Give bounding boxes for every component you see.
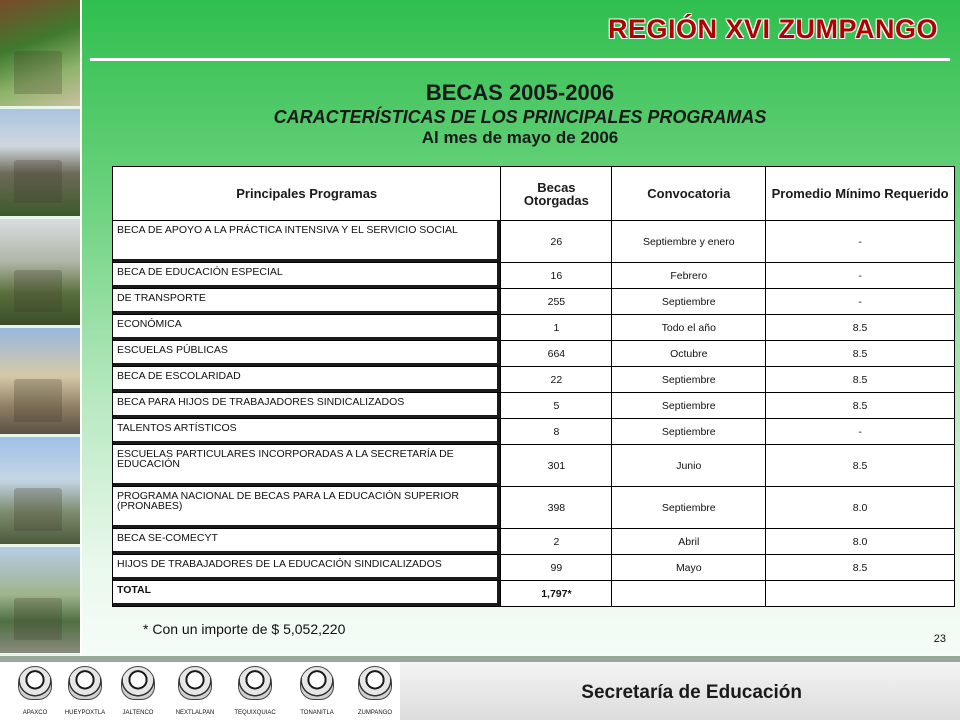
table-row: [113, 263, 955, 289]
promedio-cell: 8.0: [766, 487, 955, 529]
promedio-cell: 8.5: [766, 393, 955, 419]
convocatoria-cell: Septiembre: [612, 419, 766, 445]
table-header-row: [113, 167, 955, 221]
promedio-cell: -: [766, 221, 955, 263]
becas-cell: 99: [501, 555, 612, 581]
municipality-photo: [0, 219, 80, 328]
convocatoria-cell: Todo el año: [612, 315, 766, 341]
footnote: * Con un importe de $ 5,052,220: [143, 621, 346, 637]
programa-cell: BECA DE APOYO A LA PRÁCTICA INTENSIVA Y EL SERVICIO SOCIAL: [113, 221, 501, 263]
municipality-label: APAXCO: [22, 710, 48, 716]
promedio-cell: -: [766, 289, 955, 315]
convocatoria-cell: Junio: [612, 445, 766, 487]
becas-cell: 16: [501, 263, 612, 289]
col-header-promedio: Promedio Mínimo Requerido: [766, 167, 955, 221]
programa-cell: HIJOS DE TRABAJADORES DE LA EDUCACIÓN SINDICALIZADOS: [113, 555, 501, 581]
municipality-logo-icon: [358, 666, 392, 700]
municipality-logo-icon: [121, 666, 155, 700]
programa-cell: DE TRANSPORTE: [113, 289, 501, 315]
municipality-logo-icon: [238, 666, 272, 700]
photo-strip: [0, 0, 82, 656]
sub-heading: CARACTERÍSTICAS DE LOS PRINCIPALES PROGRAMAS: [273, 107, 767, 127]
programa-cell: BECA PARA HIJOS DE TRABAJADORES SINDICALIZADOS: [113, 393, 501, 419]
programa-cell: BECA DE EDUCACIÓN ESPECIAL: [113, 263, 501, 289]
programa-cell: BECA SE-COMECYT: [113, 529, 501, 555]
municipality-photo: [0, 547, 80, 656]
table-row: [113, 341, 955, 367]
municipality-photo: [0, 0, 80, 109]
table-row: [113, 221, 955, 263]
programa-cell: ESCUELAS PARTICULARES INCORPORADAS A LA SECRETARÍA DE EDUCACIÓN: [113, 445, 501, 487]
becas-cell: 301: [501, 445, 612, 487]
programa-cell: PROGRAMA NACIONAL DE BECAS PARA LA EDUCACIÓN SUPERIOR (PRONABES): [113, 487, 501, 529]
programa-cell: ESCUELAS PÚBLICAS: [113, 341, 501, 367]
table-row: [113, 367, 955, 393]
footer: [0, 656, 960, 720]
becas-cell: 5: [501, 393, 612, 419]
becas-cell: 8: [501, 419, 612, 445]
promedio-cell: 8.0: [766, 529, 955, 555]
col-header-programas: Principales Programas: [113, 167, 501, 221]
municipality-label: ZUMPANGO: [357, 710, 393, 716]
programa-cell: BECA DE ESCOLARIDAD: [113, 367, 501, 393]
region-title: REGIÓN XVI ZUMPANGO: [607, 14, 938, 44]
scholarships-table: [112, 166, 955, 605]
convocatoria-cell: Septiembre: [612, 367, 766, 393]
table-row: [113, 289, 955, 315]
municipality-logo-icon: [178, 666, 212, 700]
total-promedio: [766, 581, 955, 607]
becas-cell: 1: [501, 315, 612, 341]
promedio-cell: 8.5: [766, 367, 955, 393]
municipality-photo: [0, 109, 80, 218]
convocatoria-cell: Octubre: [612, 341, 766, 367]
municipality-label: JALTENCO: [122, 710, 154, 716]
promedio-cell: 8.5: [766, 445, 955, 487]
municipality-photo: [0, 328, 80, 437]
municipality-logo-icon: [68, 666, 102, 700]
table-row: [113, 555, 955, 581]
table-row: [113, 529, 955, 555]
date-heading: Al mes de mayo de 2006: [421, 128, 619, 147]
municipality-label: NEXTLALPAN: [175, 710, 215, 716]
table-row: [113, 393, 955, 419]
municipality-logos: [0, 662, 400, 720]
page-number: 23: [933, 633, 946, 645]
municipality-label: TEQUIXQUIAC: [234, 710, 276, 716]
municipality-logo-icon: [300, 666, 334, 700]
becas-cell: 255: [501, 289, 612, 315]
main-heading: BECAS 2005-2006: [425, 80, 615, 105]
municipality-logo-icon: [18, 666, 52, 700]
col-header-convocatoria: Convocatoria: [612, 167, 766, 221]
col-header-becas: Becas Otorgadas: [501, 167, 612, 221]
table-row: [113, 315, 955, 341]
programa-cell: TALENTOS ARTÍSTICOS: [113, 419, 501, 445]
title-divider: [90, 58, 950, 61]
municipality-label: HUEYPOXTLA: [64, 710, 106, 716]
becas-cell: 2: [501, 529, 612, 555]
becas-cell: 26: [501, 221, 612, 263]
convocatoria-cell: Septiembre: [612, 393, 766, 419]
total-label: TOTAL: [113, 581, 501, 607]
promedio-cell: 8.5: [766, 341, 955, 367]
convocatoria-cell: Abril: [612, 529, 766, 555]
convocatoria-cell: Febrero: [612, 263, 766, 289]
convocatoria-cell: Septiembre: [612, 487, 766, 529]
becas-cell: 398: [501, 487, 612, 529]
promedio-cell: -: [766, 419, 955, 445]
promedio-cell: 8.5: [766, 555, 955, 581]
promedio-cell: 8.5: [766, 315, 955, 341]
table-row: [113, 419, 955, 445]
table-row: [113, 487, 955, 529]
promedio-cell: -: [766, 263, 955, 289]
headings: [90, 80, 950, 148]
convocatoria-cell: Mayo: [612, 555, 766, 581]
municipality-label: TONANITLA: [300, 710, 334, 716]
convocatoria-cell: Septiembre y enero: [612, 221, 766, 263]
convocatoria-cell: Septiembre: [612, 289, 766, 315]
secretaria-title: Secretaría de Educación: [581, 682, 802, 703]
table-row: [113, 445, 955, 487]
total-convocatoria: [612, 581, 766, 607]
becas-cell: 22: [501, 367, 612, 393]
total-row: [113, 581, 955, 607]
programa-cell: ECONÓMICA: [113, 315, 501, 341]
municipality-photo: [0, 437, 80, 546]
total-becas: 1,797*: [501, 581, 612, 607]
becas-cell: 664: [501, 341, 612, 367]
